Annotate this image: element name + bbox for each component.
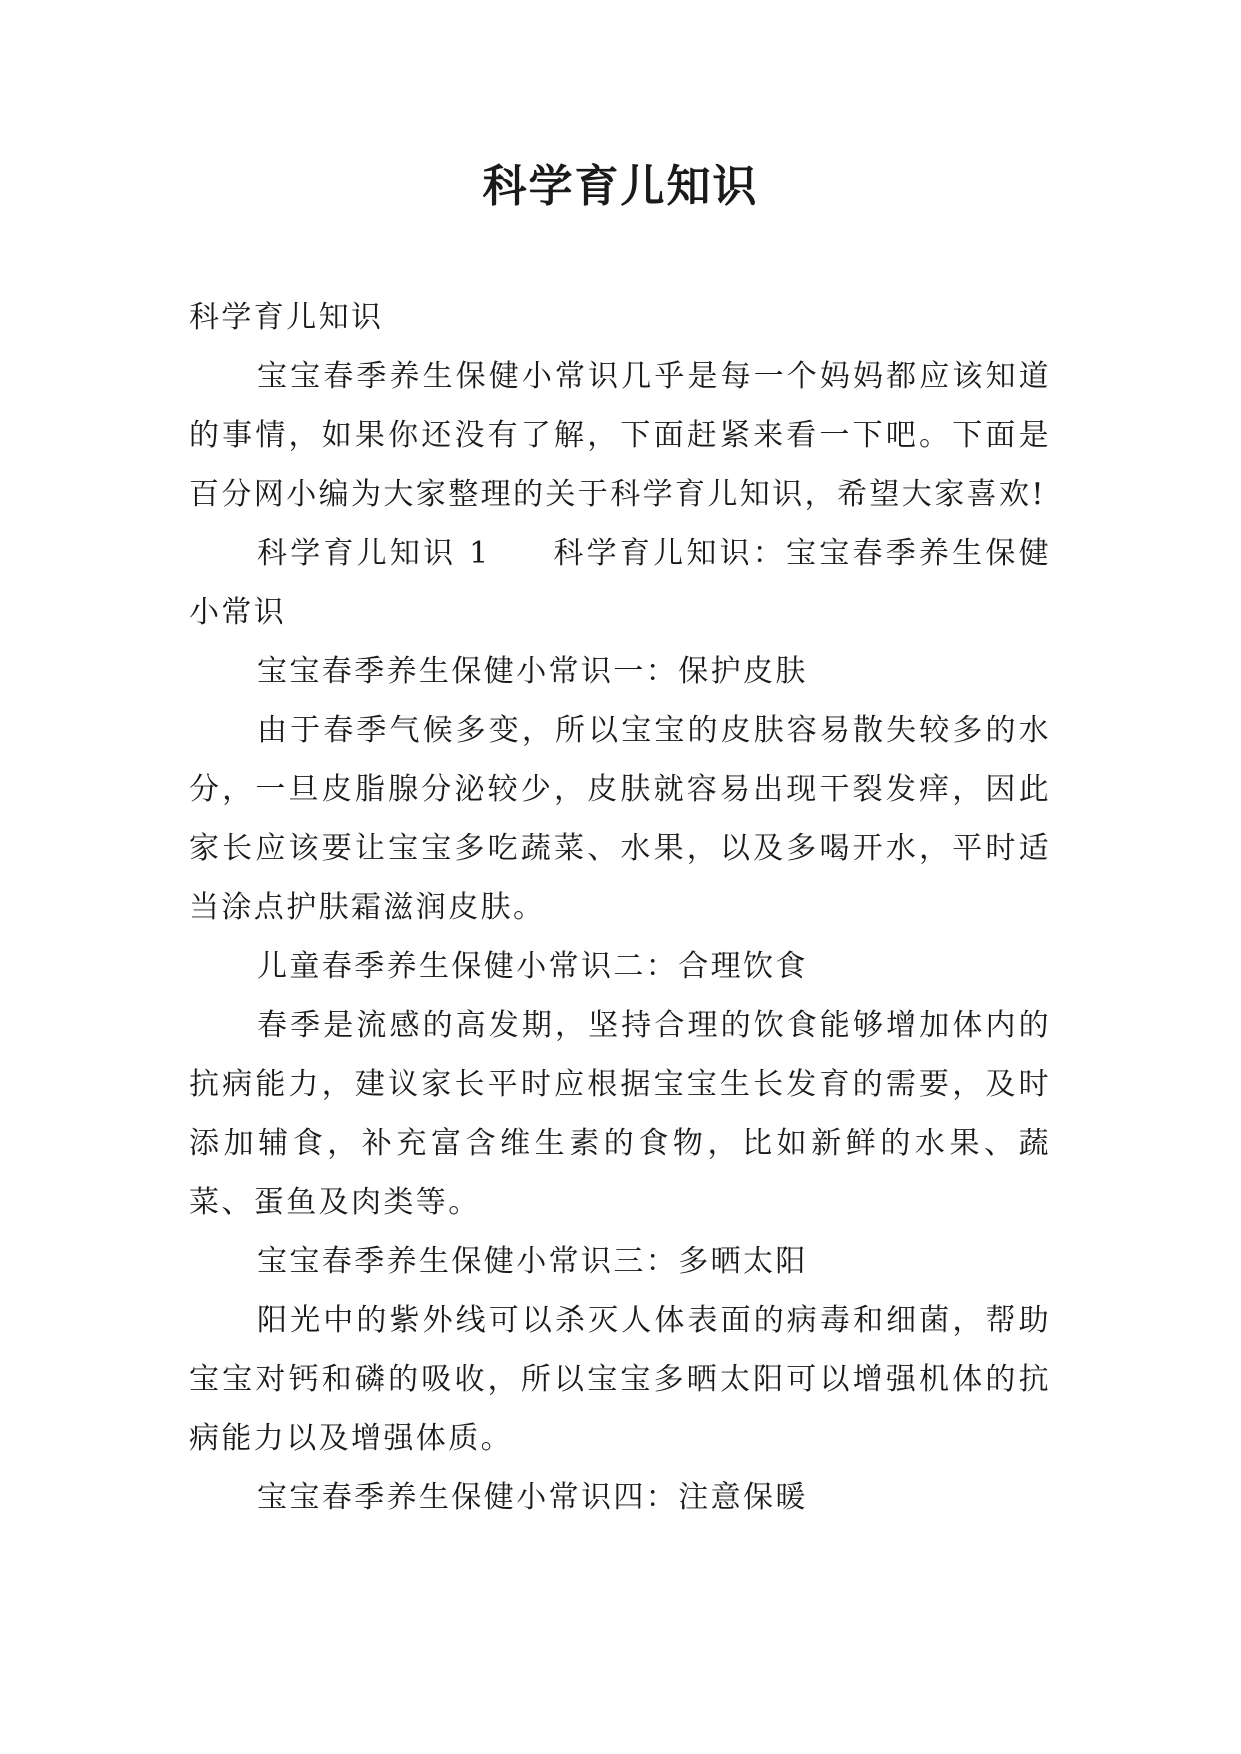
tip3-heading: 宝宝春季养生保健小常识三：多晒太阳 — [257, 1244, 808, 1279]
document-body — [189, 288, 1051, 1527]
tip4-heading: 宝宝春季养生保健小常识四：注意保暖 — [257, 1480, 808, 1515]
tip1-heading: 宝宝春季养生保健小常识一：保护皮肤 — [257, 654, 808, 689]
tip1-paragraph: 由于春季气候多变，所以宝宝的皮肤容易散失较多的水分，一旦皮脂腺分泌较少，皮肤就容易出现干裂发痒，因此家长应该要让宝宝多吃蔬菜、水果，以及多喝开水，平时适当涂点护肤霜滋润皮肤。 — [189, 713, 1051, 925]
document-subtitle: 科学育儿知识 — [189, 300, 384, 335]
section-label: 科学育儿知识 1 — [257, 536, 491, 571]
tip3-paragraph: 阳光中的紫外线可以杀灭人体表面的病毒和细菌，帮助宝宝对钙和磷的吸收，所以宝宝多晒太阳可以增强机体的抗病能力以及增强体质。 — [189, 1303, 1051, 1456]
tip2-heading: 儿童春季养生保健小常识二：合理饮食 — [257, 949, 808, 984]
section-heading — [189, 524, 1051, 642]
tip2-paragraph: 春季是流感的高发期，坚持合理的饮食能够增加体内的抗病能力，建议家长平时应根据宝宝生长发育的需要，及时添加辅食，补充富含维生素的食物，比如新鲜的水果、蔬菜、蛋鱼及肉类等。 — [189, 1008, 1051, 1220]
intro-paragraph: 宝宝春季养生保健小常识几乎是每一个妈妈都应该知道的事情，如果你还没有了解，下面赶紧来看一下吧。下面是百分网小编为大家整理的关于科学育儿知识，希望大家喜欢! — [189, 359, 1051, 512]
document-title: 科学育儿知识 — [482, 161, 759, 212]
section-title: 科学育儿知识：宝宝春季养生保健小常识 — [189, 536, 1051, 630]
